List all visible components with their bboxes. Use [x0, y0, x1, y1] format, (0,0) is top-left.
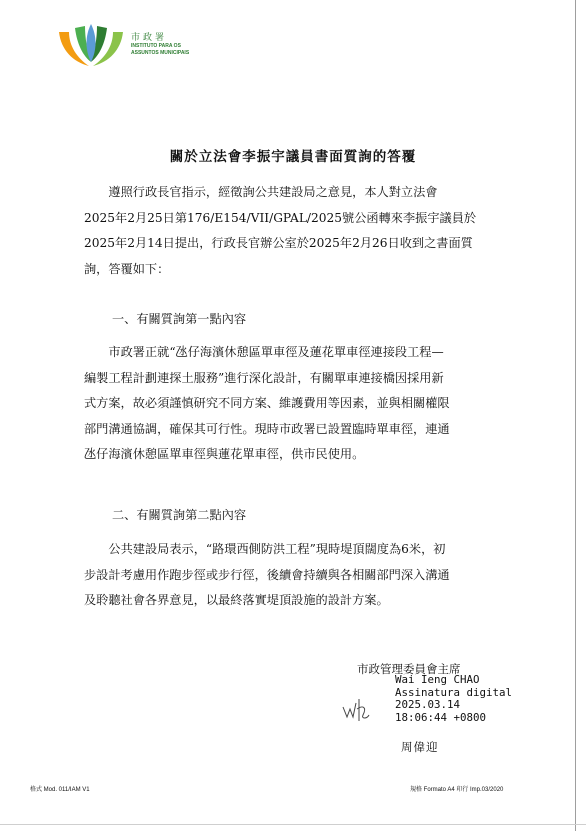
lotus-emblem-icon — [55, 22, 127, 72]
signature-type: Assinatura digital — [395, 685, 513, 699]
signature-date: 2025.03.14 — [395, 698, 461, 711]
page-edge-divider — [575, 0, 576, 831]
section1-line: 編製工程計劃連探土服務”進行深化設計，有關單車連接橋因採用新 — [84, 370, 444, 385]
page-bottom-divider — [0, 824, 586, 825]
intro-paragraph — [84, 180, 502, 282]
section1-heading: 一、有關質詢第一點內容 — [112, 312, 247, 326]
signatory-name: 周偉迎 — [401, 740, 439, 754]
org-name-pt-line2: ASSUNTOS MUNICIPAIS — [131, 50, 190, 56]
section1-line: 部門溝通協調，確保其可行性。現時市政署已設置臨時單車徑，連通 — [84, 421, 450, 436]
iam-logo — [55, 22, 205, 72]
org-name-pt-line1: INSTITUTO PARA OS — [131, 43, 181, 49]
intro-line: 2025年2月25日第176/E154/VII/GPAL/2025號公函轉來李振宇議員於 — [84, 210, 477, 225]
section1-line: 氹仔海濱休憩區單車徑與蓮花單車徑，供市民使用。 — [84, 447, 365, 462]
section1-line: 市政署正就“氹仔海濱休憩區單車徑及蓮花單車徑連接段工程— — [108, 345, 444, 359]
document-title: 關於立法會李振宇議員書面質詢的答覆 — [169, 149, 417, 165]
handwritten-signature-icon — [341, 695, 381, 725]
org-name-zh: 市政署 — [131, 33, 168, 43]
section1-line: 式方案，故必須謹慎研究不同方案、維護費用等因素，並與相關權限 — [84, 396, 450, 411]
section2-line: 公共建設局表示，“路環西側防洪工程”現時堤頂闊度為6米，初 — [108, 542, 446, 556]
digital-signature-stamp — [395, 674, 512, 724]
intro-line: 2025年2月14日提出，行政長官辦公室於2025年2月26日收到之書面質 — [84, 236, 473, 251]
footer-print-info: 規格 Formato A4 印行 Imp.03/2020 — [410, 787, 504, 793]
section2-line: 及聆聽社會各界意見，以最終落實堤頂設施的設計方案。 — [84, 593, 389, 608]
section2-paragraph — [84, 537, 502, 614]
signature-block — [355, 661, 535, 754]
footer-form-code: 格式 Mod. 011/IAM V1 — [30, 787, 90, 793]
section1-paragraph — [84, 340, 502, 468]
signatory-title: 市政管理委員會主席 — [357, 662, 461, 676]
signer-name: Wai Ieng CHAO — [395, 673, 480, 686]
intro-line: 遵照行政長官指示，經徵詢公共建設局之意見，本人對立法會 — [108, 185, 438, 199]
signature-time: 18:06:44 +0800 — [395, 710, 487, 724]
section2-heading: 二、有關質詢第二點內容 — [112, 508, 247, 522]
intro-line: 詢，答覆如下： — [84, 261, 170, 276]
section2-line: 步設計考慮用作跑步徑或步行徑，後續會持續與各相關部門深入溝通 — [84, 567, 450, 582]
